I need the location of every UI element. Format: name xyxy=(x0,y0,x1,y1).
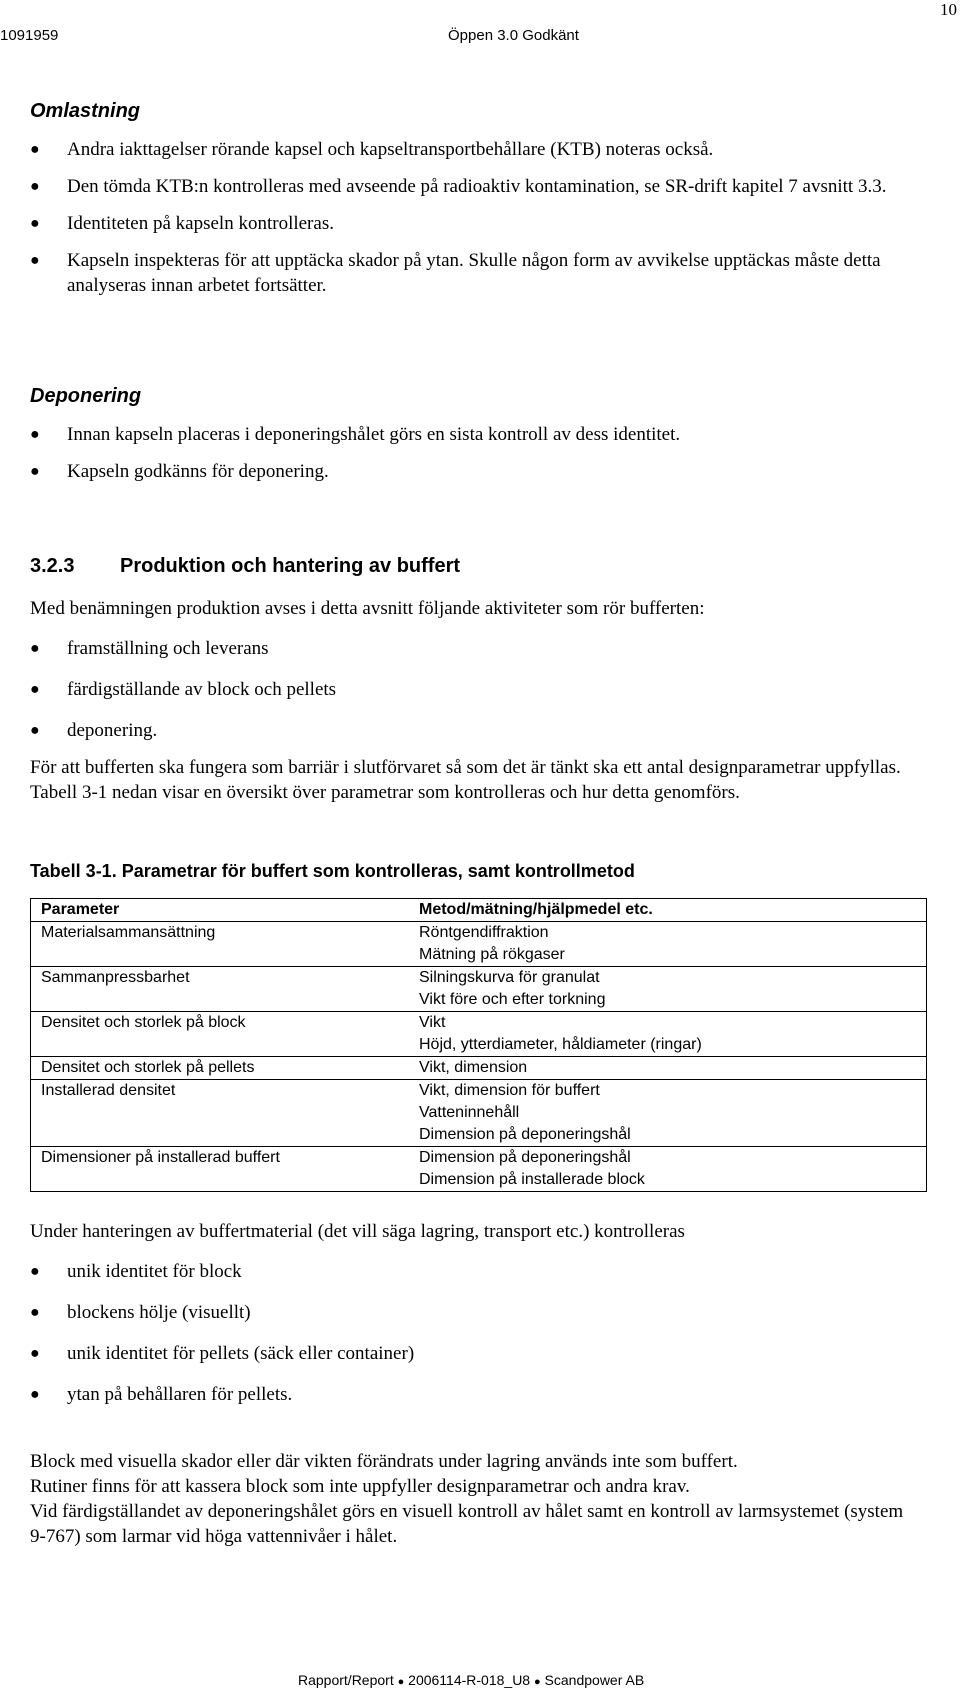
list-item: ● deponering. xyxy=(30,720,158,741)
list-item: ● Kapseln inspekteras för att upptäcka skador på ytan. Skulle någon form av avvikelse upptäckas måste detta analyseras innan arbetet fortsätter. xyxy=(30,250,881,296)
closing-line: Vid färdigställandet av deponeringshålet görs en visuell kontroll av hålet samt en kontroll av larmsystemet (system 9-767) som larmar vid höga vattennivåer i hålet. xyxy=(30,1501,904,1547)
table-caption: Tabell 3-1. Parametrar för buffert som kontrolleras, samt kontrollmetod xyxy=(30,861,635,881)
bullet-icon: ● xyxy=(30,1345,40,1362)
table-header-cell: Metod/mätning/hjälpmedel etc. xyxy=(409,899,927,922)
parameter-table xyxy=(30,898,927,1192)
handling-intro: Under hanteringen av buffertmaterial (det vill säga lagring, transport etc.) kontrolleras xyxy=(30,1221,685,1242)
omlastning-list-wrap xyxy=(30,137,940,298)
table-cell-parameter: Sammanpressbarhet xyxy=(31,967,410,1012)
section-list xyxy=(30,636,940,743)
table-cell-parameter: Materialsammansättning xyxy=(31,922,410,967)
list-item: ● blockens hölje (visuellt) xyxy=(30,1302,251,1323)
table-header-row xyxy=(31,899,927,922)
table-row xyxy=(31,1057,927,1080)
closing-line: Block med visuella skador eller där vikten förändrats under lagring används inte som buffert. xyxy=(30,1451,738,1472)
list-item: ● unik identitet för block xyxy=(30,1261,242,1282)
list-item: ● Kapseln godkänns för deponering. xyxy=(30,461,329,482)
footer-separator-icon: ● xyxy=(534,1676,541,1688)
section-paragraph: För att bufferten ska fungera som barriär i slutförvaret så som det är tänkt ska ett antal designparametrar uppfyllas. Tabell 3-1 nedan visar en översikt över parametrar som kontrolleras och hur detta genomförs. xyxy=(30,757,901,803)
table-cell-parameter: Densitet och storlek på pellets xyxy=(31,1057,410,1080)
table-cell-parameter: Dimensioner på installerad buffert xyxy=(41,1149,280,1166)
table-row xyxy=(31,967,927,1012)
list-item: ● ytan på behållaren för pellets. xyxy=(30,1384,293,1405)
table-cell-method: Vikt Höjd, ytterdiameter, håldiameter (ringar) xyxy=(409,1012,927,1057)
list-item: ● Identiteten på kapseln kontrolleras. xyxy=(30,213,334,234)
table-header-cell: Parameter xyxy=(31,899,410,922)
bullet-icon: ● xyxy=(30,681,40,698)
table-row xyxy=(31,1147,927,1192)
bullet-icon: ● xyxy=(30,1386,40,1403)
omlastning-list xyxy=(30,137,940,298)
list-item: ● färdigställande av block och pellets xyxy=(30,679,337,700)
deponering-list xyxy=(30,422,940,484)
handling-list-wrap xyxy=(30,1259,940,1407)
bullet-icon: ● xyxy=(30,178,40,195)
bullet-icon: ● xyxy=(30,141,40,158)
doc-number: 1091959 xyxy=(0,27,59,44)
table-row xyxy=(31,1080,927,1147)
table-cell-parameter: Densitet och storlek på block xyxy=(31,1012,410,1057)
bullet-icon: ● xyxy=(30,426,40,443)
footer-separator-icon: ● xyxy=(397,1676,405,1688)
footer: Rapport/Report ● 2006114-R-018_U8 ● Scandpower AB xyxy=(298,1672,645,1688)
handling-list xyxy=(30,1259,940,1407)
doc-status: Öppen 3.0 Godkänt xyxy=(448,27,579,44)
bullet-icon: ● xyxy=(30,722,40,739)
table-cell-parameter: Installerad densitet xyxy=(31,1080,410,1147)
section-number: 3.2.3 xyxy=(30,555,75,577)
bullet-icon: ● xyxy=(30,1263,40,1280)
table-cell-method: Vikt, dimension xyxy=(409,1057,927,1080)
list-item: ● Den tömda KTB:n kontrolleras med avseende på radioaktiv kontamination, se SR-drift kapitel 7 avsnitt 3.3. xyxy=(30,176,887,197)
list-item: ● unik identitet för pellets (säck eller container) xyxy=(30,1343,415,1364)
section-title: Produktion och hantering av buffert xyxy=(120,555,461,577)
page-number: 10 xyxy=(940,0,957,19)
closing-line: Rutiner finns för att kassera block som inte uppfyller designparametrar och andra krav. xyxy=(30,1476,690,1497)
bullet-icon: ● xyxy=(30,215,40,232)
table-cell-method: Röntgendiffraktion Mätning på rökgaser xyxy=(409,922,927,967)
omlastning-heading: Omlastning xyxy=(30,100,141,122)
section-intro: Med benämningen produktion avses i detta avsnitt följande aktiviteter som rör bufferten: xyxy=(30,598,705,619)
list-item: ● Andra iakttagelser rörande kapsel och kapseltransportbehållare (KTB) noteras också. xyxy=(30,139,714,160)
deponering-heading: Deponering xyxy=(30,385,142,407)
table-cell-method: Vikt, dimension för buffert Vatteninnehåll Dimension på deponeringshål xyxy=(409,1080,927,1147)
bullet-icon: ● xyxy=(30,463,40,480)
table-cell-method: Dimension på deponeringshål Dimension på installerade block xyxy=(419,1149,645,1188)
deponering-list-wrap xyxy=(30,422,940,484)
bullet-icon: ● xyxy=(30,640,40,657)
table-row xyxy=(31,1012,927,1057)
bullet-icon: ● xyxy=(30,1304,40,1321)
table-row xyxy=(31,922,927,967)
list-item: ● Innan kapseln placeras i deponeringshålet görs en sista kontroll av dess identitet. xyxy=(30,424,681,445)
table-cell-method: Silningskurva för granulat Vikt före och efter torkning xyxy=(409,967,927,1012)
section-list-wrap xyxy=(30,636,940,743)
bullet-icon: ● xyxy=(30,252,40,269)
list-item: ● framställning och leverans xyxy=(30,638,269,659)
